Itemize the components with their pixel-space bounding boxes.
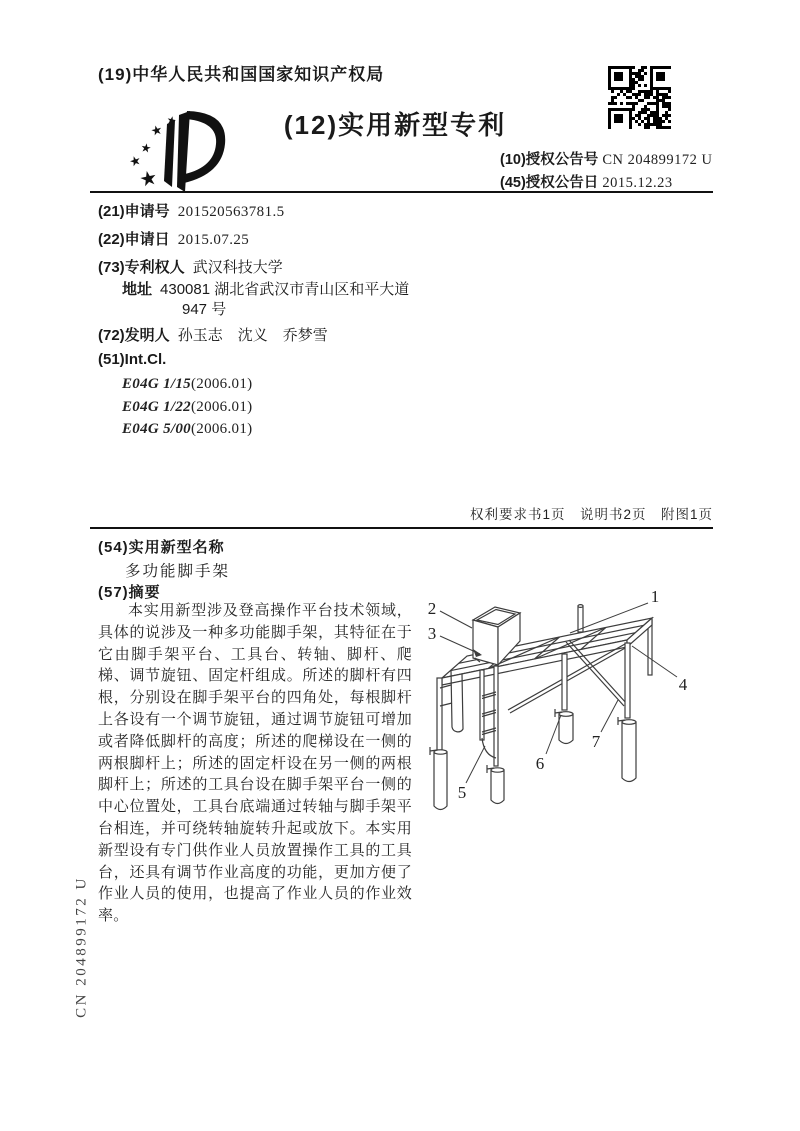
classification-code: E04G 5/00 — [122, 421, 191, 437]
inventors-label: (72)发明人 — [98, 327, 170, 344]
publication-date-value: 2015.12.23 — [602, 175, 673, 191]
classification-code: E04G 1/15 — [122, 376, 191, 392]
figure-ref-5: 5 — [457, 783, 467, 802]
classification-row — [122, 399, 252, 416]
figure-ref-3: 3 — [427, 624, 437, 643]
address-row — [122, 278, 409, 299]
application-date-value: 2015.07.25 — [177, 232, 250, 248]
figure-ref-6: 6 — [535, 754, 545, 773]
figure-ref-1: 1 — [650, 587, 660, 606]
patentee-row — [98, 256, 283, 277]
figure-ref-4: 4 — [678, 675, 688, 694]
classification-code: E04G 1/22 — [122, 399, 191, 415]
svg-text:★: ★ — [149, 121, 165, 139]
application-number-row — [98, 200, 285, 221]
publication-date-label: (45)授权公告日 — [500, 175, 599, 191]
classification-row — [122, 421, 252, 438]
invention-title: 多功能脚手架 — [125, 563, 231, 580]
document-pages-info: 权利要求书1页 说明书2页 附图1页 — [469, 507, 713, 522]
abstract-label: (57)摘要 — [98, 584, 161, 601]
classification-version: (2006.01) — [190, 376, 253, 392]
patentee-value: 武汉科技大学 — [192, 259, 283, 276]
address-label: 地址 — [122, 281, 153, 298]
application-date-row — [98, 228, 249, 249]
figure-ref-7: 7 — [591, 732, 601, 751]
patent-office-title: (19)中华人民共和国国家知识产权局 — [98, 65, 385, 84]
address-line1: 430081 湖北省武汉市青山区和平大道 — [160, 281, 410, 298]
svg-text:★: ★ — [137, 166, 160, 192]
classification-row — [122, 376, 252, 393]
sipo-logo-icon — [127, 97, 237, 203]
invention-name-label: (54)实用新型名称 — [98, 539, 225, 556]
classification-version: (2006.01) — [190, 399, 253, 415]
inventors-row — [98, 324, 328, 345]
classification-version: (2006.01) — [190, 421, 253, 437]
address-line2: 947 号 — [182, 301, 227, 318]
abstract-text: 本实用新型涉及登高操作平台技术领域，具体的说涉及一种多功能脚手架，其特征在于它由脚手架平台、工具台、转轴、脚杆、爬梯、调节旋钮、固定杆组成。所述的脚杆有四根，分别设在脚手架平台的四角处，每根脚杆上各设有一个调节旋钮，通过调节旋钮可增加或者降低脚杆的高度；所述的爬梯设在一侧的两根脚杆上；所述的固定杆设在另一侧的两根脚杆上；所述的工具台设在脚手架平台一侧的中心位置处，工具台底端通过转轴与脚手架平台相连，并可绕转轴旋转升起或放下。本实用新型设有专门供作业人员放置操作工具的工具台，还具有调节作业高度的功能，更加方便了作业人员的使用，也提高了作业人员的作业效率。 — [98, 602, 412, 925]
publication-number-row — [500, 148, 712, 169]
inventors-value: 孙玉志 沈义 乔梦雪 — [177, 327, 328, 344]
application-number-label: (21)申请号 — [98, 203, 170, 220]
header-divider — [90, 191, 713, 193]
section-divider — [90, 527, 713, 529]
publication-number-value: CN 204899172 U — [602, 152, 713, 168]
patent-figure — [420, 578, 720, 828]
svg-text:★: ★ — [139, 140, 153, 156]
edge-publication-code: CN 204899172 U — [73, 876, 90, 1018]
document-type-title: (12)实用新型专利 — [283, 110, 507, 140]
patentee-label: (73)专利权人 — [98, 259, 185, 276]
application-date-label: (22)申请日 — [98, 231, 170, 248]
publication-date-row — [500, 171, 673, 192]
figure-ref-2: 2 — [427, 599, 437, 618]
address-row2 — [182, 298, 226, 319]
qr-code-icon — [608, 66, 671, 129]
intcl-label: (51)Int.Cl. — [98, 351, 167, 368]
svg-text:★: ★ — [127, 151, 144, 170]
application-number-value: 201520563781.5 — [177, 204, 285, 220]
publication-number-label: (10)授权公告号 — [500, 152, 599, 168]
intcl-row — [98, 351, 174, 368]
svg-text:★: ★ — [165, 114, 178, 128]
